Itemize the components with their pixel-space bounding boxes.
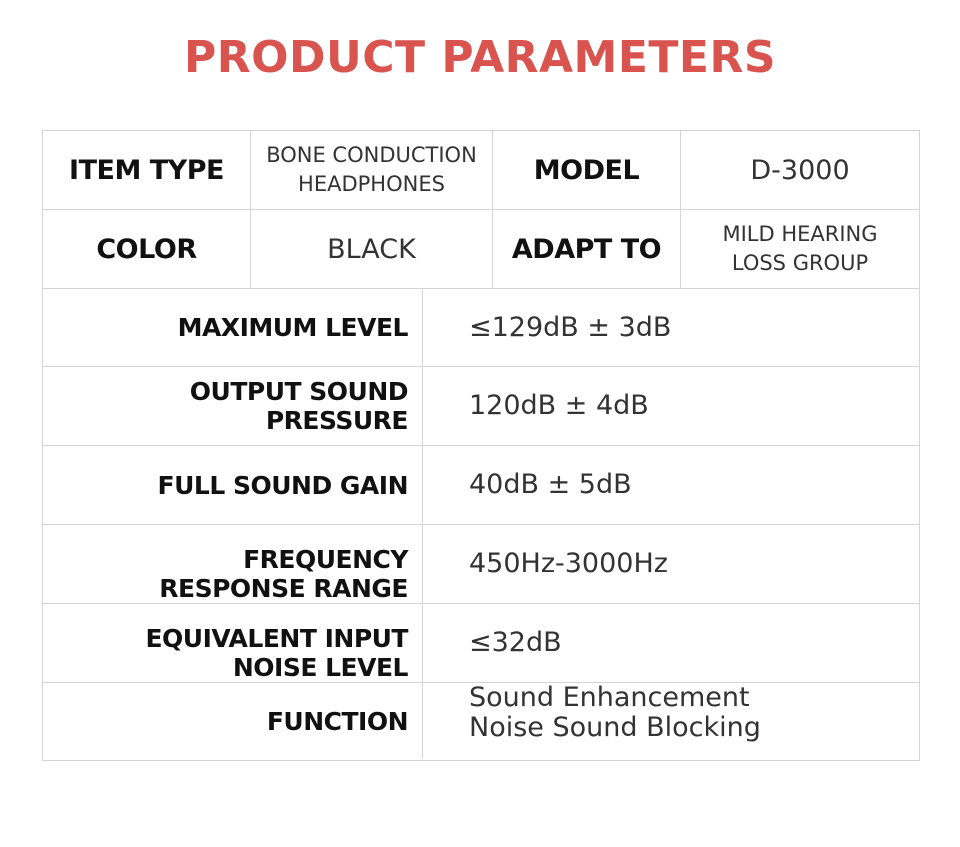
param-value-line: Sound Enhancement <box>469 682 750 713</box>
output-sound-pressure-value <box>423 367 919 446</box>
param-label-line: EQUIVALENT INPUT <box>145 624 408 653</box>
param-label-line: NOISE LEVEL <box>232 653 408 682</box>
output-sound-pressure-label <box>43 367 423 446</box>
adapt-to-value <box>681 210 919 289</box>
function-label <box>43 683 423 759</box>
param-value-line: 450Hz-3000Hz <box>469 548 668 579</box>
frequency-response-range-value <box>423 525 919 604</box>
function-value <box>423 683 919 759</box>
adapt-to-value-line: LOSS GROUP <box>731 251 869 275</box>
full-sound-gain-label <box>43 446 423 525</box>
product-parameters-table <box>42 130 920 761</box>
param-value-line: Noise Sound Blocking <box>469 712 761 743</box>
item-type-value-line: BONE CONDUCTION <box>266 143 477 167</box>
maximum-level-label <box>43 289 423 367</box>
model-value: D-3000 <box>681 131 919 210</box>
param-label-line: FULL SOUND GAIN <box>157 470 408 500</box>
param-value-line: ≤129dB ± 3dB <box>469 311 672 343</box>
param-value-line: ≤32dB <box>469 627 562 658</box>
param-label-line: OUTPUT SOUND PRESSURE <box>189 377 408 435</box>
param-label-line: RESPONSE RANGE <box>159 574 408 603</box>
model-label: MODEL <box>493 131 681 210</box>
param-value-line: 40dB ± 5dB <box>469 469 632 500</box>
item-type-value <box>251 131 493 210</box>
maximum-level-value <box>423 289 919 367</box>
page-title: PRODUCT PARAMETERS <box>183 32 777 83</box>
item-type-label: ITEM TYPE <box>43 131 251 210</box>
equivalent-input-noise-level-value <box>423 604 919 683</box>
full-sound-gain-value <box>423 446 919 525</box>
equivalent-input-noise-level-label <box>43 604 423 683</box>
param-value-line: 120dB ± 4dB <box>469 390 649 421</box>
param-label-line: MAXIMUM LEVEL <box>177 313 408 342</box>
item-type-value-line: HEADPHONES <box>298 172 445 196</box>
param-label-line: FUNCTION <box>266 706 408 736</box>
frequency-response-range-label <box>43 525 423 604</box>
color-value: BLACK <box>251 210 493 289</box>
adapt-to-value-line: MILD HEARING <box>722 222 878 246</box>
adapt-to-label: ADAPT TO <box>493 210 681 289</box>
color-label: COLOR <box>43 210 251 289</box>
param-label-line: FREQUENCY <box>243 545 408 574</box>
